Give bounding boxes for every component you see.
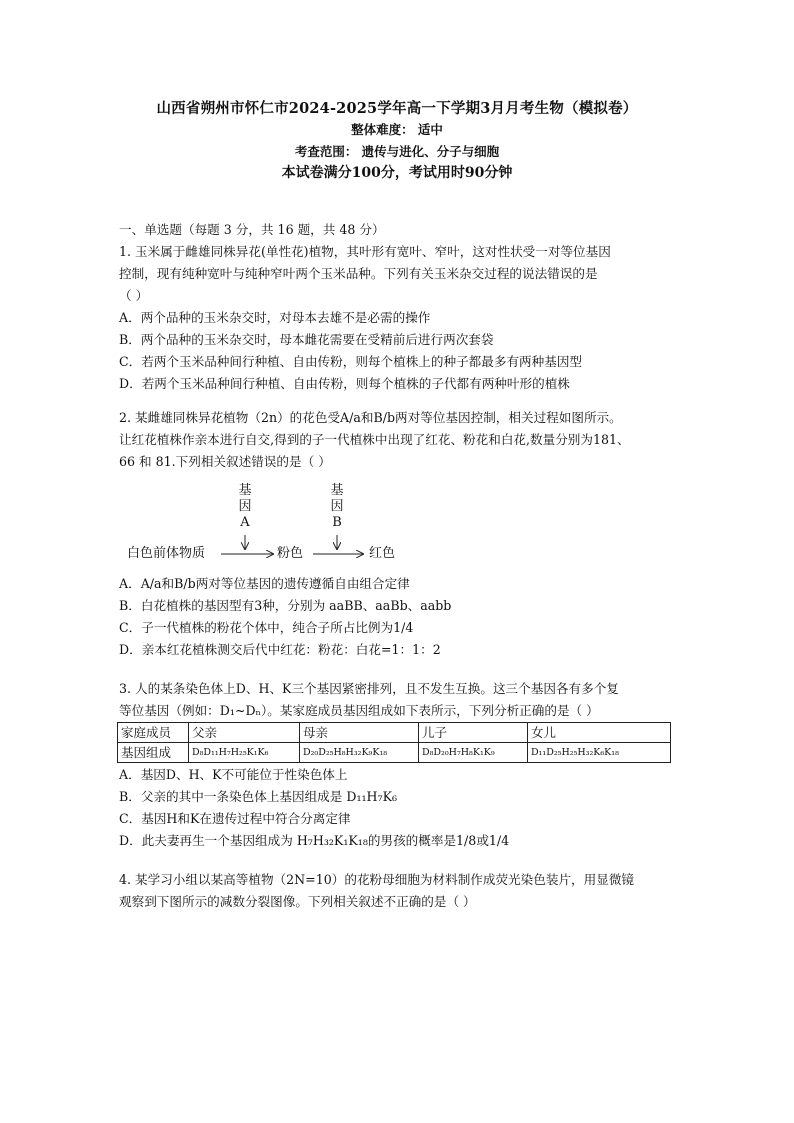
section-heading: 一、单选题（每题 3 分，共 16 题，共 48 分） [119, 222, 385, 237]
table-row [118, 743, 671, 763]
q4-stem-line-1: 4. 某学习小组以某高等植物（2N=10）的花粉母细胞为材料制作成荧光染色装片，用显微镜 [119, 872, 635, 887]
q1-option-c: C．若两个玉米品种间行种植、自由传粉，则每个植株上的种子都最多有两种基因型 [119, 354, 583, 369]
q3-stem-line-2: 等位基因（例如：D₁~Dₙ）。某家庭成员基因组成如下表所示，下列分析正确的是（ ） [119, 703, 599, 718]
q2-option-b: B．白花植株的基因型有3种，分别为 aaBB、aaBb、aabb [119, 598, 452, 613]
table-cell: D₈D₂₀H₇H₈K₁K₉ [419, 743, 528, 763]
table-header-cell: 母亲 [300, 723, 419, 743]
table-cell: D₈D₁₁H₇H₂₅K₁K₆ [189, 743, 300, 763]
scope-line: 考查范围： 遗传与进化、分子与细胞 [294, 144, 500, 159]
family-genotype-table [117, 722, 671, 763]
flower-color-pathway-diagram [121, 483, 421, 573]
gene-a-label: 基 因 A [238, 483, 252, 530]
question-4-stem [119, 869, 679, 913]
question-2-options [119, 573, 679, 661]
q3-option-b: B．父亲的其中一条染色体上基因组成是 D₁₁H₇K₆ [119, 789, 398, 804]
q2-option-a: A．A/a和B/b两对等位基因的遗传遵循自由组合定律 [119, 576, 410, 591]
question-3-options [119, 764, 679, 852]
red-label: 红色 [369, 546, 396, 561]
table-row-label: 基因组成 [118, 743, 189, 763]
q2-option-d: D．亲本红花植株测交后代中红花：粉花：白花=1：1：2 [119, 642, 441, 657]
q3-stem-line-1: 3. 人的某条染色体上D、H、K三个基因紧密排列，且不发生互换。这三个基因各有多个复 [119, 681, 619, 696]
gene-b-label: 基 因 B [330, 483, 344, 530]
q2-stem-line-2: 让红花植株作亲本进行自交,得到的子一代植株中出现了红花、粉花和白花,数量分别为181、 [119, 432, 630, 447]
q1-option-b: B．两个品种的玉米杂交时，母本雌花需要在受精前后进行两次套袋 [119, 332, 494, 347]
precursor-label: 白色前体物质 [127, 546, 206, 561]
q1-stem-line-1: 1. 玉米属于雌雄同株异花(单性花)植物，其叶形有宽叶、窄叶，这对性状受一对等位基因 [119, 244, 611, 259]
table-header-cell: 儿子 [419, 723, 528, 743]
table-header-row [118, 723, 671, 743]
table-cell: D₂₀D₂₅H₈H₃₂K₉K₁₈ [300, 743, 419, 763]
table-cell: D₁₁D₂₅H₂₅H₃₂K₆K₁₈ [528, 743, 671, 763]
q2-option-c: C．子一代植株的粉花个体中，纯合子所占比例为1/4 [119, 620, 414, 635]
exam-title: 山西省朔州市怀仁市2024-2025学年高一下学期3月月考生物（模拟卷） [156, 100, 638, 117]
q1-option-d: D．若两个玉米品种间行种植、自由传粉，则每个植株的子代都有两种叶形的植株 [119, 376, 570, 391]
question-1-block [119, 219, 679, 395]
q1-option-a: A．两个品种的玉米杂交时，对母本去雄不是必需的操作 [119, 310, 431, 325]
q1-stem-line-3: （ ） [119, 288, 149, 303]
q3-option-c: C．基因H和K在遗传过程中符合分离定律 [119, 811, 351, 826]
pink-label: 粉色 [277, 546, 304, 561]
q1-stem-line-2: 控制，现有纯种宽叶与纯种窄叶两个玉米品种。下列有关玉米杂交过程的说法错误的是 [119, 266, 598, 281]
q3-option-d: D．此夫妻再生一个基因组成为 H₇H₃₂K₁K₁₈的男孩的概率是1/8或1/4 [119, 833, 510, 848]
q2-stem-line-1: 2. 某雌雄同株异花植物（2n）的花色受A/a和B/b两对等位基因控制，相关过程如图所示。 [119, 410, 622, 425]
question-2-stem [119, 407, 679, 473]
q4-stem-line-2: 观察到下图所示的减数分裂图像。下列相关叙述不正确的是（ ） [119, 894, 476, 909]
table-header-cell: 家庭成员 [118, 723, 189, 743]
table-header-cell: 父亲 [189, 723, 300, 743]
table-header-cell: 女儿 [528, 723, 671, 743]
q2-stem-line-3: 66 和 81.下列相关叙述错误的是（ ） [119, 454, 331, 469]
score-time-line: 本试卷满分100分，考试用时90分钟 [281, 165, 513, 181]
question-3-stem [119, 678, 679, 722]
q3-option-a: A．基因D、H、K不可能位于性染色体上 [119, 767, 348, 782]
difficulty-line: 整体难度： 适中 [351, 122, 443, 137]
